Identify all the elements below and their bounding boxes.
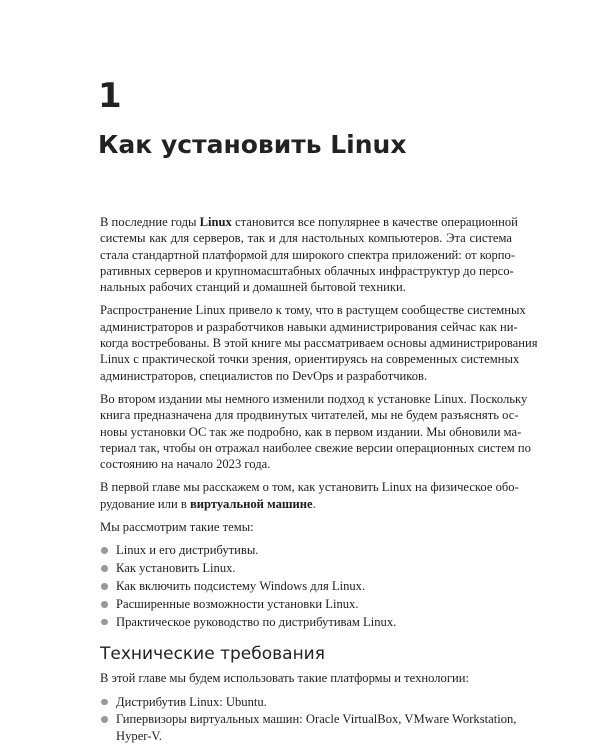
section-heading: Технические требования bbox=[100, 644, 325, 665]
bullet-icon bbox=[101, 565, 108, 572]
bullet-icon bbox=[101, 716, 108, 723]
paragraph-topics-intro: Мы рассмотрим такие темы: bbox=[100, 520, 254, 535]
paragraph-intro bbox=[100, 214, 518, 295]
list-item: Расширенные возможности установки Linux. bbox=[100, 596, 512, 612]
paragraph-line: Во втором издании мы немного изменили подход к установке Linux. Поскольку bbox=[100, 391, 528, 406]
chapter-body bbox=[100, 214, 538, 748]
list-item: Практическое руководство по дистрибутивам Linux. bbox=[100, 614, 512, 630]
paragraph-line: В последние годы Linux становится все популярнее в качестве операционной bbox=[100, 215, 518, 229]
paragraph-line: новы установки ОС так же подробно, как в первом издании. Мы обновили ма- bbox=[100, 424, 522, 439]
paragraph-second-edition bbox=[100, 391, 531, 472]
paragraph-line: книга предназначена для продвинутых читателей, мы не будем разъяснять ос- bbox=[100, 408, 519, 423]
paragraph-line: териал так, чтобы он отражал наиболее свежие версии операционных систем по bbox=[100, 440, 531, 455]
paragraph-line: стала стандартной платформой для широкого спектра приложений: от корпо- bbox=[100, 247, 516, 262]
paragraph-line: администраторов, специалистов по DevOps и разработчиков. bbox=[100, 368, 428, 383]
list-item: Linux и его дистрибутивы. bbox=[100, 542, 512, 558]
paragraph-first-chapter bbox=[100, 479, 519, 512]
paragraph-line: системы как для серверов, так и для настольных компьютеров. Эта система bbox=[100, 231, 512, 246]
list-item: Как включить подсистему Windows для Linux. bbox=[100, 578, 512, 594]
chapter-title: Как установить Linux bbox=[98, 130, 407, 159]
paragraph-popularity bbox=[100, 302, 538, 383]
paragraph-line: администраторов и разработчиков навыки администрирования сейчас как ни- bbox=[100, 319, 518, 334]
paragraph-line: рудование или в виртуальной машине. bbox=[100, 496, 316, 511]
paragraph-tech-intro: В этой главе мы будем использовать такие платформы и технологии: bbox=[100, 671, 469, 686]
paragraph-line: Linux с практической точки зрения, ориентируясь на современных системных bbox=[100, 352, 520, 367]
term-linux: Linux bbox=[199, 215, 232, 229]
tech-list bbox=[100, 694, 517, 744]
paragraph-line: Распространение Linux привело к тому, что в растущем сообществе системных bbox=[100, 303, 526, 318]
term-virtual-machine: виртуальной машине bbox=[189, 496, 313, 511]
topics-list bbox=[100, 542, 512, 630]
paragraph-line: когда востребованы. В этой книге мы рассматриваем основы администрирования bbox=[100, 336, 538, 351]
paragraph-line: В первой главе мы расскажем о том, как установить Linux на физическое обо- bbox=[100, 480, 519, 495]
list-item: Как установить Linux. bbox=[100, 560, 512, 576]
paragraph-line: нальных рабочих станций и домашней бытовой техники. bbox=[100, 280, 406, 295]
bullet-icon bbox=[101, 583, 108, 590]
paragraph-line: ративных серверов и крупномасштабных облачных инфраструктур до персо- bbox=[100, 263, 514, 278]
bullet-icon bbox=[101, 699, 108, 706]
bullet-icon bbox=[101, 547, 108, 554]
list-item: Гипервизоры виртуальных машин: Oracle VirtualBox, VMware Workstation, Hyper-V. bbox=[100, 711, 512, 744]
chapter-number: 1 bbox=[98, 76, 122, 116]
bullet-icon bbox=[101, 601, 108, 608]
bullet-icon bbox=[101, 619, 108, 626]
paragraph-line: состоянию на начало 2023 года. bbox=[100, 457, 271, 472]
list-item: Дистрибутив Linux: Ubuntu. bbox=[100, 694, 512, 710]
